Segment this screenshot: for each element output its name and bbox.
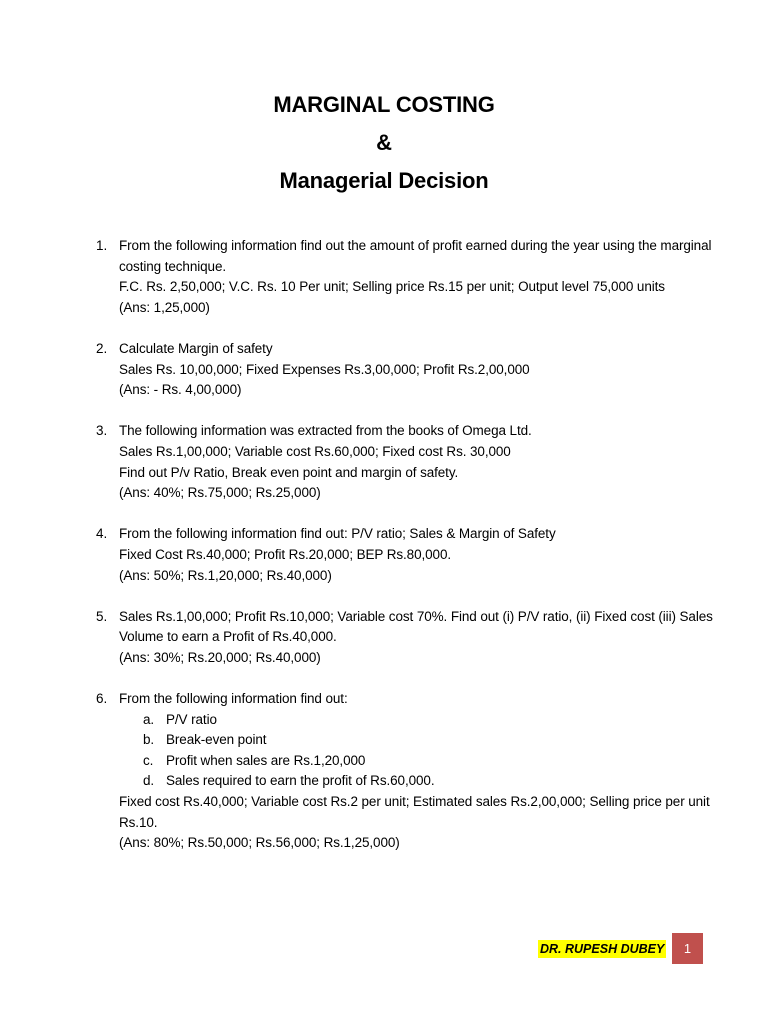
question-number: 5. [96, 608, 108, 624]
question-number: 1. [96, 238, 108, 253]
title-line-3: Managerial Decision [279, 168, 489, 193]
question-data: Fixed Cost Rs.40,000; Profit Rs.20,000; BEP Rs.80,000. [119, 546, 452, 562]
question-task: Find out P/v Ratio, Break even point and margin of safety. [119, 464, 459, 480]
question-text: Sales Rs.1,00,000; Profit Rs.10,000; Variable cost 70%. Find out (i) P/V ratio, (ii) Fixed cost (iii) Sales Volume to earn a Profit of Rs.40,000. [119, 608, 713, 645]
footer-author: DR. RUPESH DUBEY [540, 942, 665, 956]
question-list [0, 236, 768, 874]
question-4 [0, 524, 768, 586]
page-number-badge: 1 [672, 933, 703, 964]
question-body [119, 421, 714, 503]
question-number: 6. [96, 691, 108, 707]
sub-question-c [119, 751, 714, 772]
question-answer: (Ans: 80%; Rs.50,000; Rs.56,000; Rs.1,25,000) [119, 835, 400, 851]
question-5 [0, 607, 768, 669]
question-body [119, 689, 714, 854]
question-answer: (Ans: 50%; Rs.1,20,000; Rs.40,000) [119, 567, 332, 583]
sub-question-d [119, 771, 714, 792]
question-answer: (Ans: - Rs. 4,00,000) [119, 382, 242, 398]
sub-question-text: P/V ratio [166, 711, 217, 727]
question-text: From the following information find out: P/V ratio; Sales & Margin of Safety [119, 526, 556, 542]
sub-question-b [119, 730, 714, 751]
document-title [0, 86, 768, 200]
question-number: 3. [96, 423, 108, 439]
sub-question-text: Profit when sales are Rs.1,20,000 [166, 752, 366, 768]
sub-question-letter: d. [143, 773, 155, 789]
question-text: From the following information find out: [119, 691, 348, 707]
sub-question-letter: c. [143, 752, 154, 768]
question-3 [0, 421, 768, 503]
question-answer: (Ans: 30%; Rs.20,000; Rs.40,000) [119, 649, 321, 665]
sub-question-list [119, 710, 714, 792]
question-data: Sales Rs. 10,00,000; Fixed Expenses Rs.3,00,000; Profit Rs.2,00,000 [119, 361, 530, 377]
sub-question-text: Sales required to earn the profit of Rs.60,000. [166, 773, 435, 789]
title-line-2: & [376, 130, 392, 155]
question-6 [0, 689, 768, 854]
question-number: 4. [96, 526, 108, 542]
question-data: Fixed cost Rs.40,000; Variable cost Rs.2 per unit; Estimated sales Rs.2,00,000; Selling price per unit Rs.10. [119, 794, 710, 830]
question-data: Sales Rs.1,00,000; Variable cost Rs.60,000; Fixed cost Rs. 30,000 [119, 443, 511, 459]
question-2 [0, 339, 768, 401]
question-1 [0, 236, 768, 318]
question-number: 2. [96, 340, 108, 356]
question-answer: (Ans: 1,25,000) [119, 299, 210, 315]
question-body [119, 607, 714, 669]
question-body [119, 236, 714, 318]
question-body [119, 524, 714, 586]
question-text: The following information was extracted from the books of Omega Ltd. [119, 423, 532, 439]
question-text: From the following information find out the amount of profit earned during the year using the marginal costing technique. [119, 238, 712, 274]
question-answer: (Ans: 40%; Rs.75,000; Rs.25,000) [119, 485, 321, 501]
sub-question-text: Break-even point [166, 732, 267, 748]
question-body [119, 339, 714, 401]
sub-question-letter: b. [143, 732, 155, 748]
question-data: F.C. Rs. 2,50,000; V.C. Rs. 10 Per unit; Selling price Rs.15 per unit; Output level 75,000 units [119, 279, 665, 295]
sub-question-letter: a. [143, 711, 155, 727]
title-line-1: MARGINAL COSTING [273, 92, 495, 117]
sub-question-a [119, 710, 714, 731]
question-text: Calculate Margin of safety [119, 340, 273, 356]
